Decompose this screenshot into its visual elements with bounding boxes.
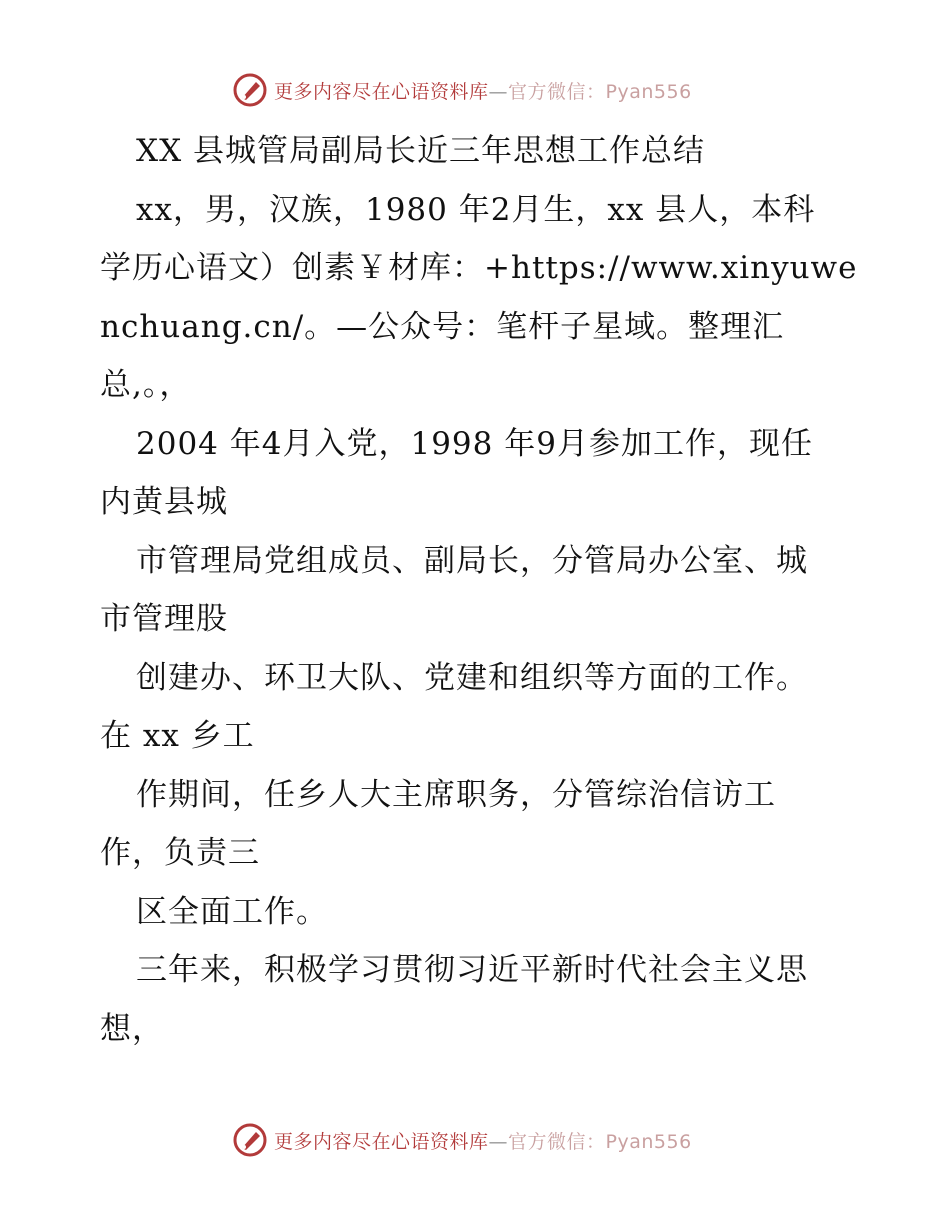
paragraph-line: 作期间，任乡人大主席职务，分管综治信访工 <box>136 776 776 813</box>
banner-text: 更多内容尽在心语资料库—官方微信：Pyan556 <box>274 1130 692 1153</box>
paragraph-line: 想， <box>100 1010 164 1047</box>
paragraph-line: 创建办、环卫大队、党建和组织等方面的工作。 <box>136 659 808 696</box>
paragraph-line: 市管理股 <box>100 601 228 637</box>
paragraph-line: xx，男，汉族，1980 年2月生，xx 县人，本科 <box>136 191 816 228</box>
pen-logo-icon <box>232 72 268 108</box>
paragraph-line: 总,。， <box>100 367 192 403</box>
pen-logo-icon <box>232 1122 268 1158</box>
paragraph-line: 区全面工作。 <box>136 893 328 930</box>
footer-banner <box>232 1120 722 1160</box>
paragraph-line: 市管理局党组成员、副局长，分管局办公室、城 <box>136 542 808 579</box>
paragraph-line: 三年来，积极学习贯彻习近平新时代社会主义思 <box>136 952 808 988</box>
paragraph-line: 在 xx 乡工 <box>100 718 255 754</box>
paragraph-line: 学历心语文）创素￥材库：+https://www.xinyuwe <box>100 250 858 286</box>
header-banner <box>232 70 722 110</box>
paragraph-line: 2004 年4月入党，1998 年9月参加工作，现任 <box>136 425 813 462</box>
paragraph-line: 内黄县城 <box>100 484 228 520</box>
paragraph-line: nchuang.cn/。—公众号：笔杆子星域。整理汇 <box>100 308 785 345</box>
banner-text: 更多内容尽在心语资料库—官方微信：Pyan556 <box>274 80 692 103</box>
document-body <box>100 122 860 1058</box>
document-title: XX 县城管局副局长近三年思想工作总结 <box>136 133 705 169</box>
paragraph-line: 作，负责三 <box>100 835 260 871</box>
